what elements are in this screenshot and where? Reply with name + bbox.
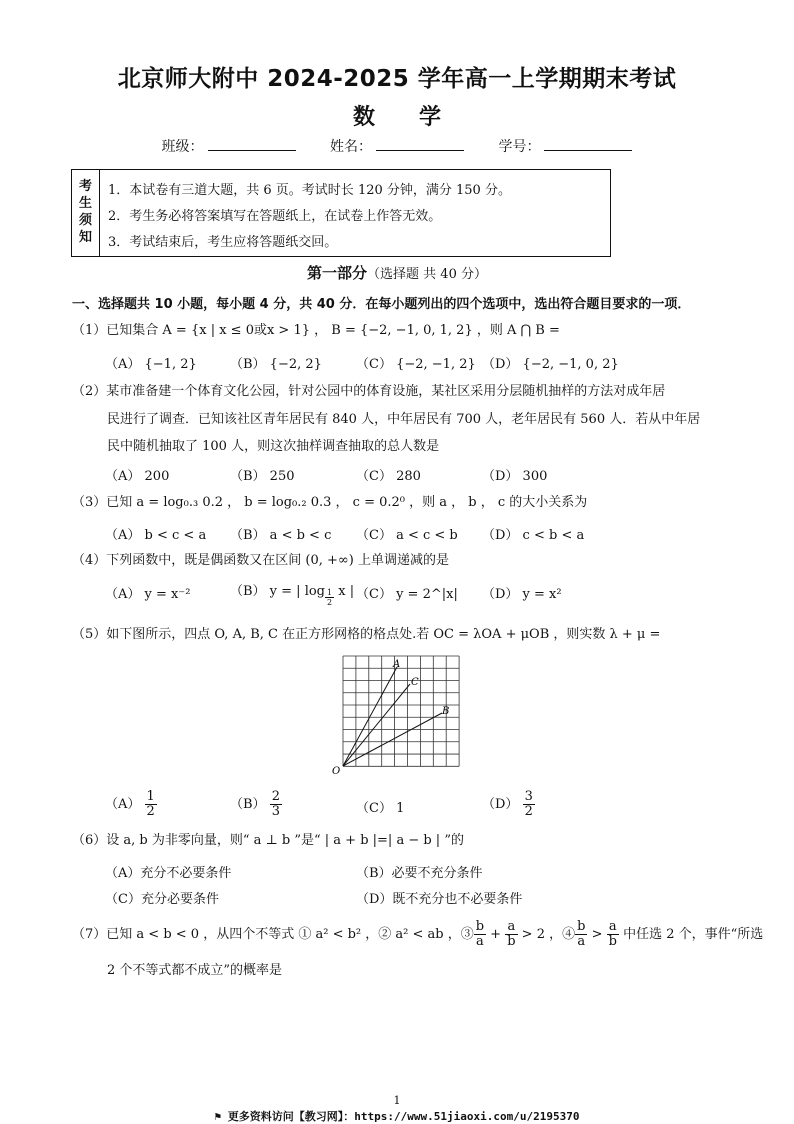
q5-option-b[interactable]: [230, 790, 282, 819]
notice-side-label: [72, 170, 100, 256]
fraction: [270, 790, 282, 819]
id-blank[interactable]: [544, 138, 632, 151]
notice-side-char: 考: [78, 179, 92, 194]
fraction-numerator: 2: [271, 789, 280, 804]
part-title: 第一部分: [307, 264, 368, 282]
q1-option-c[interactable]: （C） {−2, −1, 2}: [356, 357, 476, 372]
option-label: （B）: [230, 797, 266, 812]
notice-side-char: 生: [78, 196, 92, 211]
fraction: [607, 920, 619, 949]
notice-line-3: 3．考试结束后，考生应将答题纸交回。: [108, 235, 338, 250]
footer-link[interactable]: [0, 1108, 794, 1124]
question-text: > 2 ，④: [517, 927, 576, 942]
option-text: x |: [334, 584, 355, 599]
question-6: [72, 832, 464, 850]
operator: >: [587, 927, 607, 942]
fraction: [505, 920, 517, 949]
question-line: [72, 383, 732, 401]
fraction-denominator: b: [608, 934, 617, 949]
question-text: 设 a, b 为非零向量，则“ a ⊥ b ”是“ | a + b |=| a − b | ”的: [106, 833, 464, 848]
name-label: 姓名：: [330, 139, 372, 155]
q5-option-d[interactable]: [482, 790, 535, 819]
question-text: 下列函数中，既是偶函数又在区间 (0, +∞) 上单调递减的是: [106, 553, 449, 568]
q6-option-a[interactable]: （A）充分不必要条件: [105, 866, 232, 881]
fraction-numerator: 1: [146, 789, 155, 804]
q1-option-d[interactable]: （D） {−2, −1, 0, 2}: [482, 357, 619, 372]
label-c: C: [411, 677, 419, 688]
fraction-denominator: b: [507, 934, 516, 949]
q3-option-b[interactable]: （B） a < b < c: [230, 528, 332, 543]
question-number: （2）: [72, 384, 107, 399]
class-label: 班级：: [161, 139, 204, 155]
exam-notice-box: [71, 169, 611, 257]
student-info-row: [0, 136, 794, 156]
q4-option-a[interactable]: （A） y = x⁻²: [105, 587, 191, 602]
class-blank[interactable]: [208, 138, 296, 151]
question-number: （6）: [72, 833, 107, 848]
question-text: 中任选 2 个，事件“所选: [618, 927, 764, 942]
option-text: （B） y = | log: [230, 584, 326, 599]
fraction-denominator: 3: [271, 804, 280, 819]
notice-line-2: 2．考生务必将答案填写在答题纸上，在试卷上作答无效。: [108, 209, 442, 224]
fraction-numerator: b: [577, 919, 586, 934]
fraction-numerator: 1: [327, 588, 333, 597]
question-3: [72, 494, 587, 512]
fraction-denominator: 2: [524, 804, 533, 819]
question-number: （3）: [72, 495, 107, 510]
notice-line-1: 1．本试卷有三道大题，共 6 页。考试时长 120 分钟，满分 150 分。: [108, 183, 511, 198]
q6-option-b[interactable]: （B）必要不充分条件: [356, 866, 483, 881]
page-number: 1: [393, 1094, 401, 1107]
q4-option-b[interactable]: [230, 580, 354, 607]
part-heading: [0, 262, 794, 283]
q2-option-c[interactable]: （C） 280: [356, 469, 421, 484]
q1-option-a[interactable]: （A） {−1, 2}: [105, 357, 197, 372]
q7-line-2: 2 个不等式都不成立”的概率是: [107, 963, 283, 978]
exam-title: 北京师大附中 2024-2025 学年高一上学期期末考试: [117, 66, 677, 92]
notice-side-char: 知: [78, 230, 92, 245]
q6-option-c[interactable]: （C）充分必要条件: [105, 892, 219, 907]
label-a: A: [393, 659, 401, 670]
subject-char-1: 数: [352, 105, 375, 130]
q2-option-b[interactable]: （B） 250: [230, 469, 295, 484]
q2-line-3: 民中随机抽取了 100 人，则这次抽样调查抽取的总人数是: [107, 439, 440, 454]
question-2: [72, 383, 732, 401]
fraction-denominator: 2: [146, 804, 155, 819]
question-7: [72, 920, 763, 949]
q3-option-d[interactable]: （D） c < b < a: [482, 528, 585, 543]
label-o: O: [332, 766, 341, 777]
fraction-denominator: a: [476, 934, 484, 949]
fraction-numerator: b: [475, 919, 485, 934]
q1-option-b[interactable]: （B） {−2, 2}: [230, 357, 322, 372]
q2-option-a[interactable]: （A） 200: [105, 469, 170, 484]
fraction-numerator: 3: [524, 789, 533, 804]
fraction-denominator: 2: [327, 598, 333, 607]
q2-option-d[interactable]: （D） 300: [482, 469, 548, 484]
question-text: 已知 a = log₀.₃ 0.2 ， b = log₀.₂ 0.3 ， c = 0.2⁰ ，则 a ， b ， c 的大小关系为: [106, 495, 588, 510]
id-label: 学号：: [498, 139, 541, 155]
option-label: （A）: [105, 797, 141, 812]
question-number: （1）: [72, 323, 107, 338]
q6-option-d[interactable]: （D）既不充分也不必要条件: [356, 892, 523, 907]
flag-icon: ⚑: [214, 1110, 228, 1123]
q5-option-c[interactable]: （C） 1: [356, 801, 405, 816]
fraction: [575, 920, 587, 949]
question-4: [72, 552, 449, 570]
q5-option-a[interactable]: [105, 790, 157, 819]
grid-figure: [330, 652, 465, 777]
name-blank[interactable]: [376, 138, 464, 151]
question-text: 如下图所示，四点 O, A, B, C 在正方形网格的格点处.若 OC = λOA + μOB ，则实数 λ + μ =: [106, 627, 661, 642]
label-b: B: [442, 706, 450, 717]
question-text: 已知 a < b < 0 ，从四个不等式 ① a² < b² ，② a² < ab ，③: [106, 927, 474, 942]
question-text: 已知集合 A = {x | x ≤ 0或x > 1} ， B = {−2, −1, 0, 1, 2} ，则 A ⋂ B =: [106, 323, 560, 338]
part-subtitle: （选择题 共 40 分）: [367, 267, 487, 282]
question-text: 某市准备建一个体育文化公园，针对公园中的体育设施，某社区采用分层随机抽样的方法对成年居: [106, 384, 666, 399]
fraction-numerator: a: [607, 920, 619, 935]
q3-option-a[interactable]: （A） b < c < a: [105, 528, 207, 543]
question-number: （5）: [72, 627, 107, 642]
fraction: [474, 920, 486, 949]
q4-option-c[interactable]: （C） y = 2^|x|: [356, 587, 458, 602]
fraction-denominator: a: [577, 934, 586, 949]
q3-option-c[interactable]: （C） a < c < b: [356, 528, 458, 543]
log-base-fraction: [325, 588, 334, 607]
fraction: [145, 790, 157, 819]
subject-char-2: 学: [419, 105, 442, 130]
question-number: （7）: [72, 927, 107, 942]
subject-title: [0, 100, 794, 131]
notice-lines: [108, 178, 511, 256]
fraction: [523, 790, 535, 819]
question-1: [72, 322, 560, 340]
fraction-numerator: a: [505, 920, 517, 935]
q2-line-2: 民进行了调查．已知该社区青年居民有 840 人，中年居民有 700 人，老年居民有 560 人．若从中年居: [107, 412, 701, 427]
q4-option-d[interactable]: （D） y = x²: [482, 587, 562, 602]
footer-text: 更多资料访问【教习网】：https://www.51jiaoxi.com/u/2195370: [227, 1110, 580, 1123]
question-5: [72, 626, 660, 644]
section-heading: 一、选择题共 10 小题，每小题 4 分，共 40 分．在每小题列出的四个选项中，选出符合题目要求的一项．: [72, 297, 691, 312]
question-number: （4）: [72, 553, 107, 568]
notice-side-char: 须: [78, 213, 92, 228]
option-label: （D）: [482, 797, 519, 812]
operator: +: [486, 927, 506, 942]
